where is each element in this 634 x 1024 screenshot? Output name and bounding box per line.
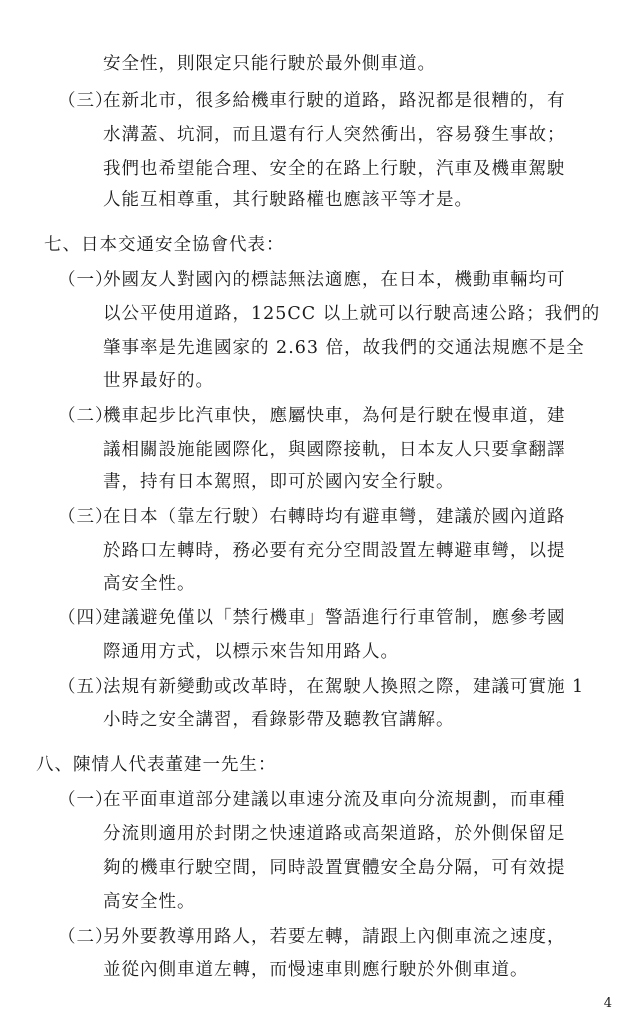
paragraph-line: 在平面車道部分建議以車速分流及車向分流規劃，而車種 [103,790,566,810]
paragraph-line: 法規有新變動或改革時，在駕駛人換照之際，建議可實施 1 [103,677,585,697]
section-heading: 七、日本交通安全協會代表： [44,235,285,255]
list-item-marker: （二） [58,927,114,947]
list-item-marker: （三） [58,91,114,111]
section-heading: 八、陳情人代表董建一先生： [36,755,277,775]
paragraph-line: 議相關設施能國際化，與國際接軌，日本友人只要拿翻譯 [103,440,566,460]
paragraph-line: 以公平使用道路，125CC 以上就可以行駛高速公路；我們的 [103,304,601,324]
paragraph-line: 高安全性。 [103,574,196,594]
list-item-marker: （五） [58,677,114,697]
paragraph-line: 書，持有日本駕照，即可於國內安全行駛。 [103,472,455,492]
paragraph-line: 外國友人對國內的標誌無法適應，在日本，機動車輛均可 [103,270,566,290]
paragraph-line: 於路口左轉時，務必要有充分空間設置左轉避車彎，以提 [103,541,566,561]
paragraph-line: 另外要教導用路人，若要左轉，請跟上內側車流之速度， [103,927,566,947]
list-item-marker: （二） [58,406,114,426]
list-item-marker: （一） [58,270,114,290]
paragraph-line: 在日本（靠左行駛）右轉時均有避車彎，建議於國內道路 [103,507,566,527]
paragraph-line: 並從內側車道左轉，而慢速車則應行駛於外側車道。 [103,960,529,980]
list-item-marker: （三） [58,507,114,527]
paragraph-line: 夠的機車行駛空間，同時設置實體安全島分隔，可有效提 [103,858,566,878]
paragraph-line: 人能互相尊重，其行駛路權也應該平等才是。 [103,190,473,210]
paragraph-line: 機車起步比汽車快，應屬快車，為何是行駛在慢車道，建 [103,406,566,426]
paragraph-line: 我們也希望能合理、安全的在路上行駛，汽車及機車駕駛 [103,159,566,179]
paragraph-line: 在新北市，很多給機車行駛的道路，路況都是很糟的，有 [103,91,566,111]
list-item-marker: （一） [58,790,114,810]
paragraph-line: 肇事率是先進國家的 2.63 倍，故我們的交通法規應不是全 [103,338,585,358]
paragraph-line: 高安全性。 [103,892,196,912]
paragraph-line: 建議避免僅以「禁行機車」警語進行行車管制，應參考國 [103,608,566,628]
list-item-marker: （四） [58,608,114,628]
paragraph-line: 水溝蓋、坑洞，而且還有行人突然衝出，容易發生事故； [103,125,566,145]
paragraph-line: 小時之安全講習，看錄影帶及聽教官講解。 [103,710,455,730]
paragraph-line: 世界最好的。 [103,371,214,391]
page-number: 4 [603,996,612,1011]
paragraph-line: 際通用方式，以標示來告知用路人。 [103,642,399,662]
paragraph-line: 分流則適用於封閉之快速道路或高架道路，於外側保留足 [103,824,566,844]
paragraph-line: 安全性，則限定只能行駛於最外側車道。 [103,54,436,74]
